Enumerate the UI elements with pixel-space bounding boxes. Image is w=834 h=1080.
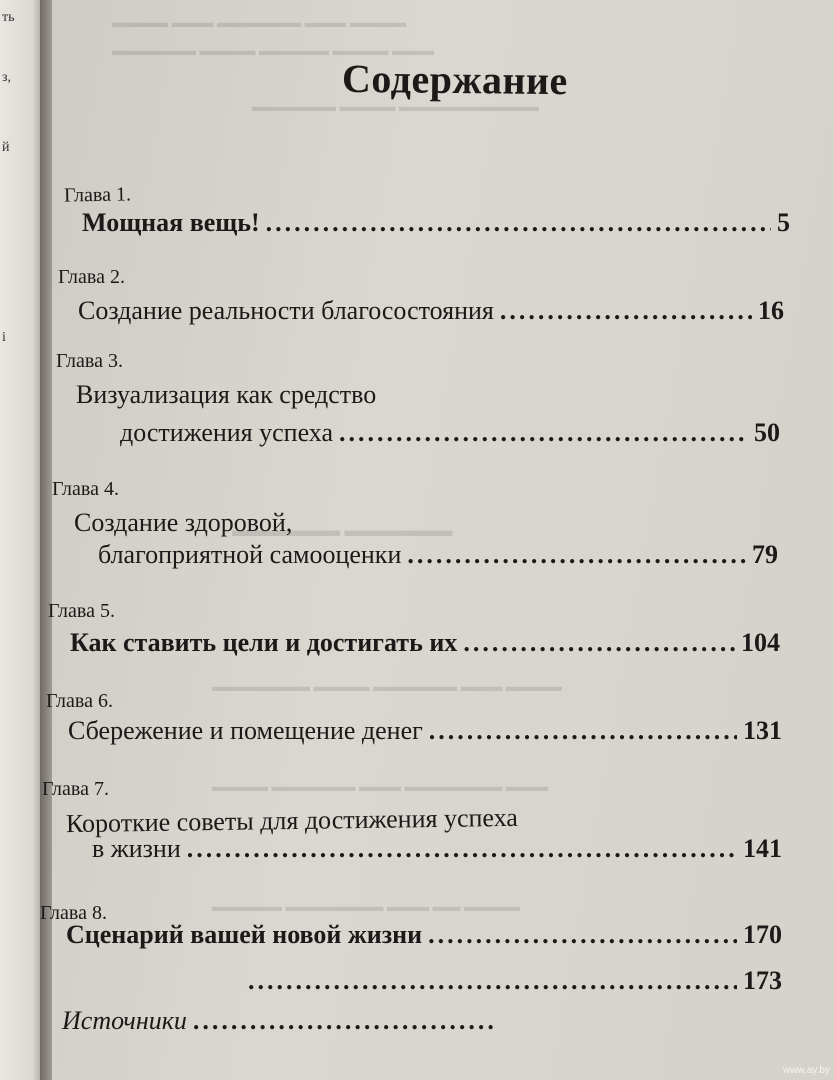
chapter-title-line: Создание здоровой, <box>74 508 293 537</box>
toc-entry-sources[interactable] <box>62 1006 502 1036</box>
toc-entry-chapter-5[interactable] <box>70 628 780 658</box>
page-number: 173 <box>743 966 782 995</box>
chapter-title: Сценарий вашей новой жизни <box>66 920 423 949</box>
chapter-label: Глава 2. <box>58 266 125 288</box>
page-number: 104 <box>741 628 780 657</box>
contents-page <box>40 0 834 1080</box>
bleed-through-text: ▬▬▬▬▬▬ ▬▬▬▬▬▬ <box>232 520 453 540</box>
page-number: 141 <box>743 834 782 863</box>
chapter-title: в жизни <box>92 834 181 863</box>
chapter-label: Глава 5. <box>48 600 115 622</box>
toc-entry-chapter-2[interactable] <box>78 296 784 326</box>
page-number: 170 <box>743 920 782 949</box>
dot-leader <box>429 716 737 746</box>
toc-entry-sources-page[interactable] <box>242 966 782 996</box>
dot-leader <box>500 296 752 326</box>
chapter-label: Глава 1. <box>63 183 132 207</box>
bleed-through-text: ▬▬▬▬ ▬▬▬▬▬▬ ▬▬▬ ▬▬▬▬▬▬▬ ▬▬▬ <box>212 780 548 795</box>
chapter-title: Создание реальности благосостояния <box>78 296 494 325</box>
chapter-title: достижения успеха <box>120 418 333 447</box>
page-title: Содержание <box>341 55 569 104</box>
bleed-through-text: ▬▬▬▬▬▬ ▬▬▬▬ ▬▬▬▬▬ ▬▬▬▬ ▬▬▬ <box>112 44 434 59</box>
chapter-title: благоприятной самооценки <box>98 540 402 569</box>
dot-leader <box>428 920 737 950</box>
page-number: 16 <box>758 296 784 325</box>
bleed-through-text: ▬▬▬▬▬▬▬ ▬▬▬▬ ▬▬▬▬▬▬ ▬▬▬ ▬▬▬▬ <box>212 680 562 695</box>
toc-entry-chapter-4[interactable] <box>98 540 778 570</box>
chapter-title-line: Визуализация как средство <box>76 380 377 409</box>
toc-entry-chapter-6[interactable] <box>68 716 782 746</box>
dot-leader <box>266 208 771 238</box>
chapter-label: Глава 6. <box>46 690 113 712</box>
dot-leader <box>248 966 737 996</box>
dot-leader <box>187 834 737 864</box>
chapter-label: Глава 7. <box>42 778 109 800</box>
chapter-title: Сбережение и помещение денег <box>68 716 423 745</box>
chapter-label: Глава 3. <box>56 350 123 372</box>
chapter-title-line: Короткие советы для достижения успеха <box>65 802 519 839</box>
bleed-through-text: ▬▬▬▬ ▬▬▬ ▬▬▬▬▬▬ ▬▬▬ ▬▬▬▬ <box>112 16 406 31</box>
bleed-through-text: ▬▬▬▬▬ ▬▬▬▬▬▬▬ ▬▬▬ ▬▬ ▬▬▬▬ <box>212 900 520 915</box>
dot-leader <box>339 418 748 448</box>
toc-entry-chapter-7[interactable] <box>92 834 782 864</box>
page-number: 131 <box>743 716 782 745</box>
page-number: 79 <box>752 540 778 569</box>
dot-leader <box>193 1006 496 1036</box>
watermark: www.ay.by <box>782 1065 830 1076</box>
chapter-title: Мощная вещь! <box>82 208 260 237</box>
dot-leader <box>463 628 735 658</box>
page-number: 50 <box>754 418 780 447</box>
chapter-title: Как ставить цели и достигать их <box>70 628 458 657</box>
toc-entry-chapter-1[interactable] <box>82 208 790 238</box>
toc-entry-chapter-8[interactable] <box>66 920 782 950</box>
bleed-through-text: ▬▬▬▬▬▬ ▬▬▬▬ ▬▬▬▬▬▬▬▬▬▬ <box>252 100 539 115</box>
chapter-label: Глава 8. <box>40 902 107 924</box>
chapter-label: Глава 4. <box>52 478 119 500</box>
dot-leader <box>407 540 746 570</box>
left-page-edge: ть з, й і <box>0 0 46 1080</box>
page-number: 5 <box>777 208 790 237</box>
sources-title: Источники <box>62 1006 187 1035</box>
toc-entry-chapter-3[interactable] <box>120 418 780 448</box>
